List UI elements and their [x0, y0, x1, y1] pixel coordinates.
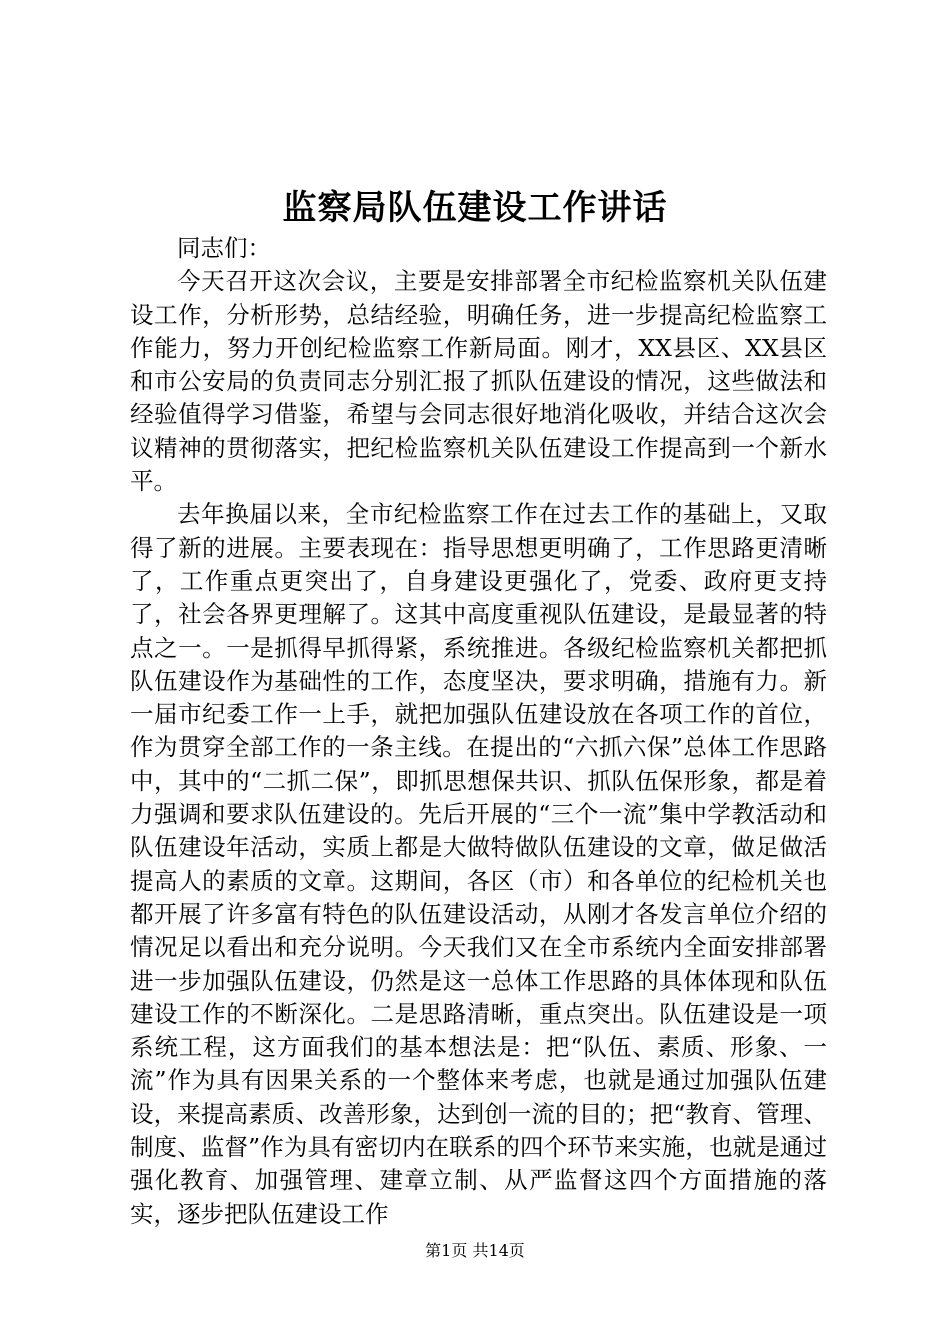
- page-number-footer: 第1页 共14页: [425, 1241, 525, 1260]
- document-body: [130, 232, 827, 1231]
- salutation: 同志们：: [177, 234, 271, 262]
- paragraph-1: 今天召开这次会议，主要是安排部署全市纪检监察机关队伍建设工作，分析形势，总结经验，明确任务，进一步提高纪检监察工作能力，努力开创纪检监察工作新局面。刚才，XX县区、XX县区和市公安局的负责同志分别汇报了抓队伍建设的情况，这些做法和经验值得学习借鉴，希望与会同志很好地消化吸收，并结合这次会议精神的贯彻落实，把纪检监察机关队伍建设工作提高到一个新水平。: [130, 267, 827, 496]
- document-title: 监察局队伍建设工作讲话: [282, 188, 668, 228]
- paragraph-2: 去年换届以来，全市纪检监察工作在过去工作的基础上，又取得了新的进展。主要表现在：指导思想更明确了，工作思路更清晰了，工作重点更突出了，自身建设更强化了，党委、政府更支持了，社会各界更理解了。这其中高度重视队伍建设，是最显著的特点之一。一是抓得早抓得紧，系统推进。各级纪检监察机关都把抓队伍建设作为基础性的工作，态度坚决，要求明确，措施有力。新一届市纪委工作一上手，就把加强队伍建设放在各项工作的首位，作为贯穿全部工作的一条主线。在提出的“六抓六保”总体工作思路中，其中的“二抓二保”，即抓思想保共识、抓队伍保形象，都是着力强调和要求队伍建设的。先后开展的“三个一流”集中学教活动和队伍建设年活动，实质上都是大做特做队伍建设的文章，做足做活提高人的素质的文章。这期间，各区（市）和各单位的纪检机关也都开展了许多富有特色的队伍建设活动，从刚才各发言单位介绍的情况足以看出和充分说明。今天我们又在全市系统内全面安排部署进一步加强队伍建设，仍然是这一总体工作思路的具体体现和队伍建设工作的不断深化。二是思路清晰，重点突出。队伍建设是一项系统工程，这方面我们的基本想法是：把“队伍、素质、形象、一流”作为具有因果关系的一个整体来考虑，也就是通过加强队伍建设，来提高素质、改善形象，达到创一流的目的；把“教育、管理、制度、监督”作为具有密切内在联系的四个环节来实施，也就是通过强化教育、加强管理、建章立制、从严监督这四个方面措施的落实，逐步把队伍建设工作: [130, 500, 827, 1228]
